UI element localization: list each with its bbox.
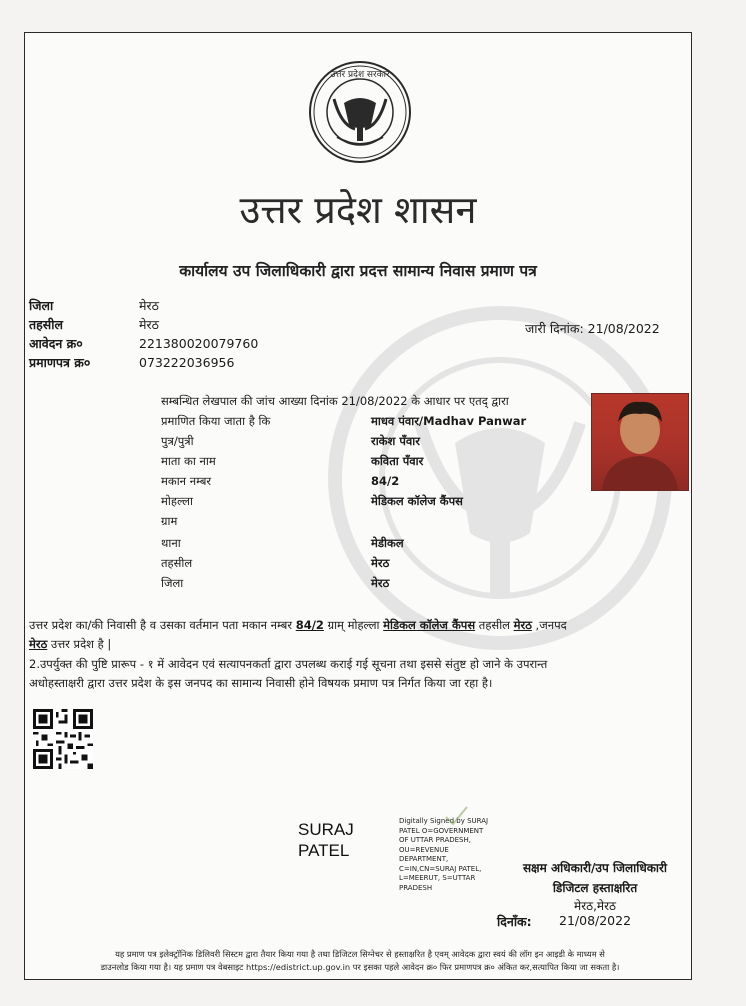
application-label: आवेदन क्र० <box>29 336 83 351</box>
up-govt-emblem-icon <box>307 59 413 165</box>
detail-label: पुत्र/पुत्री <box>161 434 194 448</box>
detail-value-locality: मेडिकल कॉलेज कैंपस <box>371 494 463 508</box>
issue-date: जारी दिनांक: 21/08/2022 <box>525 321 660 336</box>
footer-note: यह प्रमाण पत्र इलेक्ट्रॉनिक डिलिवरी सिस्टम द्वारा तैयार किया गया है तथा डिजिटल सिग्नेचर से हस्ताक्षरित है एवम् आवेदक द्वारा स्वयं की लॉग इन आइडी के माध्यम से डाउनलोड किया गया है। यह प्रमाण पत्र वेबसाइट https://edistrict.up.gov.in पर इसका पहले आवेदन क्र० फिर प्रमाणपत्र क्र० अंकित कर,सत्यापित किया जा सकता है। <box>100 949 620 972</box>
detail-label: मोहल्ला <box>161 494 193 508</box>
page-title: उत्तर प्रदेश शासन <box>239 188 477 232</box>
district-value: मेरठ <box>139 298 159 313</box>
detail-label: तहसील <box>161 556 193 570</box>
detail-value-mother: कविता पँवार <box>371 454 424 468</box>
certificate-sheet <box>24 32 692 980</box>
certificate-subtitle: कार्यालय उप जिलाधिकारी द्वारा प्रदत्त सामान्य निवास प्रमाण पत्र <box>179 262 537 280</box>
confirmation-paragraph: 2.उपर्युक्त की पुष्टि प्रारूप - १ में आवेदन एवं सत्यापनकर्ता द्वारा उपलब्ध कराई गई सूचना तथा इससे संतुष्ट हो जाने के उपरान्त अधोहस्ताक्षरी द्वारा उत्तर प्रदेश के इस जनपद का सामान्य निवासी होने विषयक प्रमाण पत्र निर्गत किया जा रहा है। <box>29 657 548 690</box>
detail-value-name: माधव पंवार/Madhav Panwar <box>371 414 527 428</box>
application-value: 221380020079760 <box>139 336 259 351</box>
emblem-text: उत्तर प्रदेश सरकार <box>330 70 390 80</box>
authority-designation: सक्षम अधिकारी/उप जिलाधिकारी <box>522 861 668 875</box>
signer-name: SURAJ PATEL <box>298 820 354 860</box>
certificate-no-label: प्रमाणपत्र क्र० <box>29 355 91 370</box>
district-label: जिला <box>29 298 54 313</box>
signature-date-label: दिनाँक: <box>497 914 532 929</box>
detail-value-district: मेरठ <box>371 576 390 590</box>
residence-paragraph: उत्तर प्रदेश का/की निवासी है व उसका वर्तमान पता मकान नम्बर 84/2 ग्राम् मोहल्ला मेडिकल कॉलेज कैंपस तहसील मेरठ ,जनपद मेरठ उत्तर प्रदेश है | <box>29 618 567 651</box>
details-intro: सम्बन्धित लेखपाल की जांच आख्या दिनांक 21/08/2022 के आधार पर एतद् द्वारा <box>161 394 509 408</box>
tehsil-label: तहसील <box>29 317 63 332</box>
detail-label: थाना <box>161 536 181 550</box>
detail-label: जिला <box>161 576 184 590</box>
qr-code-icon <box>33 709 93 769</box>
person-icon <box>592 394 688 490</box>
applicant-photo <box>591 393 689 491</box>
detail-label: ग्राम <box>161 514 178 528</box>
certificate-no-value: 073222036956 <box>139 355 235 370</box>
digital-signature-block: Digitally Signed by SURAJ PATEL O=GOVERNMENT OF UTTAR PRADESH, OU=REVENUE DEPARTMENT, C=IN,CN=SURAJ PATEL, L=MEERUT, S=UTTAR PRADESH <box>399 817 489 892</box>
detail-value-police-station: मेडीकल <box>371 536 404 550</box>
detail-label: मकान नम्बर <box>161 474 212 488</box>
locality-underlined: मेडिकल कॉलेज कैंपस <box>383 618 476 632</box>
detail-value-father: राकेश पँवार <box>371 434 420 448</box>
signature-valid-check-icon <box>441 801 471 831</box>
signature-date-value: 21/08/2022 <box>559 913 632 928</box>
tehsil-underlined: मेरठ <box>513 618 532 632</box>
tehsil-value: मेरठ <box>139 317 159 332</box>
detail-value-tehsil: मेरठ <box>371 556 390 570</box>
authority-location: मेरठ,मेरठ <box>574 899 616 913</box>
district-underlined: मेरठ <box>29 637 48 651</box>
detail-value-house: 84/2 <box>371 474 400 488</box>
detail-label: प्रमाणित किया जाता है कि <box>161 414 271 428</box>
house-number-underlined: 84/2 <box>295 618 324 632</box>
authority-digital-signed: डिजिटल हस्ताक्षरित <box>552 881 638 895</box>
detail-label: माता का नाम <box>161 454 216 468</box>
